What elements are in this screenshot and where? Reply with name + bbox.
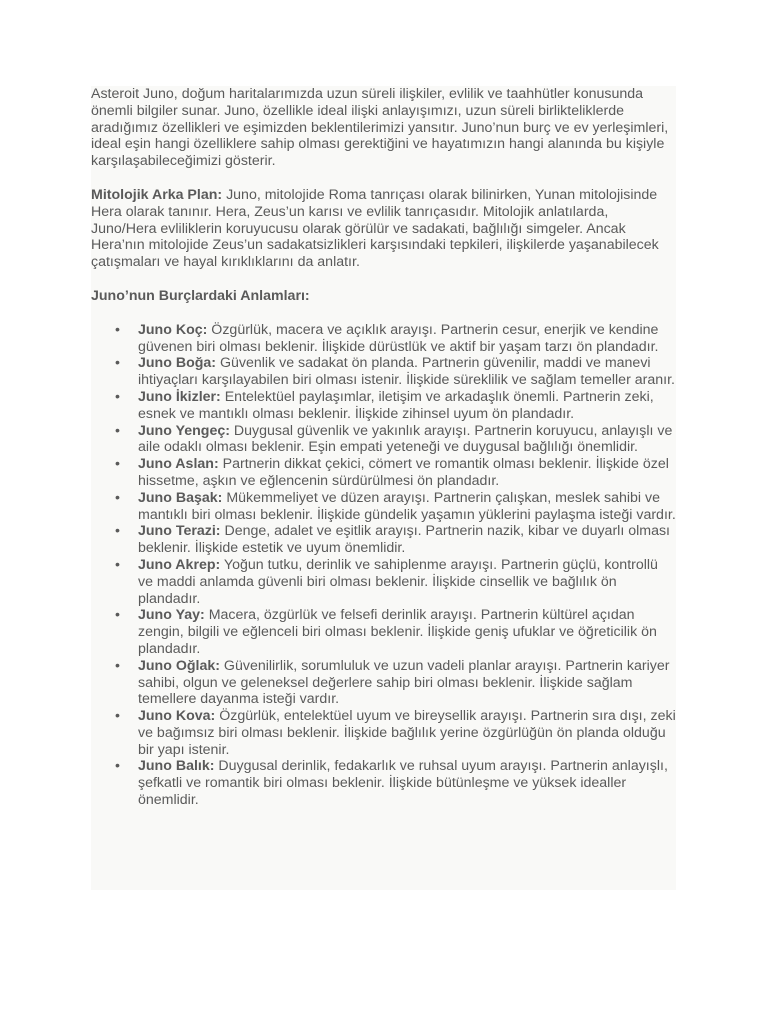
list-item-aslan <box>138 456 676 490</box>
list-item-terazi <box>138 523 676 557</box>
list-item-kova <box>138 708 676 758</box>
document-body <box>91 86 676 890</box>
list-item-ikizler <box>138 389 676 423</box>
signs-list <box>91 322 676 809</box>
signs-heading: Juno’nun Burçlardaki Anlamları: <box>91 287 310 304</box>
sign-text: Duygusal derinlik, fedakarlık ve ruhsal uyum arayışı. Partnerin anlayışlı, şefkatli ve romantik biri olması beklenir. İlişkide bütünleşme ve yüksek idealler önemlidir. <box>138 758 668 809</box>
list-item-yay <box>138 607 676 657</box>
mythology-text: Juno, mitolojide Roma tanrıçası olarak bilinirken, Yunan mitolojisinde Hera olarak tanınır. Hera, Zeus’un karısı ve evlilik tanrıçasıdır. Mitolojik anlatılarda, Juno/Hera evliliklerin koruyucusu olarak görülür ve sadakati, bağlılığı simgeler. Ancak Hera’nın mitolojide Zeus’un sadakatsizlikleri karşısındaki tepkileri, ilişkilerde yaşanabilecek çatışmaları ve hayal kırıklıklarını da anlatır. <box>91 186 659 271</box>
sign-label: Juno Balık: <box>138 758 215 775</box>
list-item-yengec <box>138 423 676 457</box>
list-item-koc <box>138 322 676 356</box>
list-item-boga <box>138 355 676 389</box>
sign-label: Juno Koç: <box>138 321 208 338</box>
sign-text: Güvenlik ve sadakat ön planda. Partnerin güvenilir, maddi ve manevi ihtiyaçları karşılayabilen biri olması istenir. İlişkide süreklilik ve sağlam temeller aranır. <box>138 355 675 389</box>
sign-text: Özgürlük, macera ve açıklık arayışı. Partnerin cesur, enerjik ve kendine güvenen biri olması beklenir. İlişkide dürüstlük ve aktif bir yaşam tarzı ön plandadır. <box>138 321 659 355</box>
sign-label: Juno Başak: <box>138 489 223 506</box>
sign-label: Juno Terazi: <box>138 523 221 540</box>
list-item-oglak <box>138 658 676 708</box>
sign-text: Macera, özgürlük ve felsefi derinlik arayışı. Partnerin kültürel açıdan zengin, bilgili ve eğlenceli biri olması beklenir. İlişkide geniş ufuklar ve öğreticilik ön plandadır. <box>138 607 657 657</box>
mythology-label: Mitolojik Arka Plan: <box>91 186 223 203</box>
sign-label: Juno Boğa: <box>138 355 217 372</box>
list-item-balik <box>138 758 676 808</box>
sign-text: Duygusal güvenlik ve yakınlık arayışı. Partnerin koruyucu, anlayışlı ve aile odaklı olması beklenir. Eşin empati yeteneği ve duygusal bağlılığı önemlidir. <box>138 422 673 456</box>
sign-label: Juno Aslan: <box>138 456 219 473</box>
sign-text: Entelektüel paylaşımlar, iletişim ve arkadaşlık önemli. Partnerin zeki, esnek ve mantıklı olması beklenir. İlişkide zihinsel uyum ön plandadır. <box>138 388 654 422</box>
sign-label: Juno Yay: <box>138 607 205 624</box>
sign-label: Juno Kova: <box>138 708 216 725</box>
sign-text: Denge, adalet ve eşitlik arayışı. Partnerin nazik, kibar ve duyarlı olması beklenir. İlişkide estetik ve uyum önemlidir. <box>138 523 670 557</box>
intro-paragraph: Asteroit Juno, doğum haritalarımızda uzun süreli ilişkiler, evlilik ve taahhütler konusunda önemli bilgiler sunar. Juno, özellikle ideal ilişki anlayışımızı, uzun süreli birlikteliklerde aradığımız özellikleri ve eşimizden beklentilerimizi yansıtır. Juno’nun burç ve ev yerleşimleri, ideal eşin hangi özelliklere sahip olması gerektiğini ve hayatımızın hangi alanında bu kişiyle karşılaşabileceğimizi gösterir. <box>91 86 669 170</box>
sign-label: Juno Akrep: <box>138 556 221 573</box>
list-item-akrep <box>138 557 676 607</box>
sign-text: Mükemmeliyet ve düzen arayışı. Partnerin çalışkan, meslek sahibi ve mantıklı biri olması beklenir. İlişkide gündelik yaşamın yüklerini paylaşma isteği vardır. <box>138 489 676 523</box>
sign-label: Juno İkizler: <box>138 388 221 405</box>
sign-label: Juno Yengeç: <box>138 422 230 439</box>
sign-label: Juno Oğlak: <box>138 657 220 674</box>
sign-text: Özgürlük, entelektüel uyum ve bireysellik arayışı. Partnerin sıra dışı, zeki ve bağımsız biri olması beklenir. İlişkide bağlılık yerine özgürlüğün ön planda olduğu bir yapı istenir. <box>138 708 676 758</box>
mythology-paragraph <box>91 187 676 271</box>
sign-text: Yoğun tutku, derinlik ve sahiplenme arayışı. Partnerin güçlü, kontrollü ve maddi anlamda güvenli biri olması beklenir. İlişkide cinsellik ve bağlılık ön plandadır. <box>138 556 658 607</box>
sign-text: Güvenilirlik, sorumluluk ve uzun vadeli planlar arayışı. Partnerin kariyer sahibi, olgun ve geleneksel değerlere sahip biri olması beklenir. İlişkide sağlam temellere dayanma isteği vardır. <box>138 657 670 708</box>
list-item-basak <box>138 490 676 524</box>
sign-text: Partnerin dikkat çekici, cömert ve romantik olması beklenir. İlişkide özel hissetme, aşkın ve eğlencenin sürdürülmesi ön plandadır. <box>138 456 669 489</box>
